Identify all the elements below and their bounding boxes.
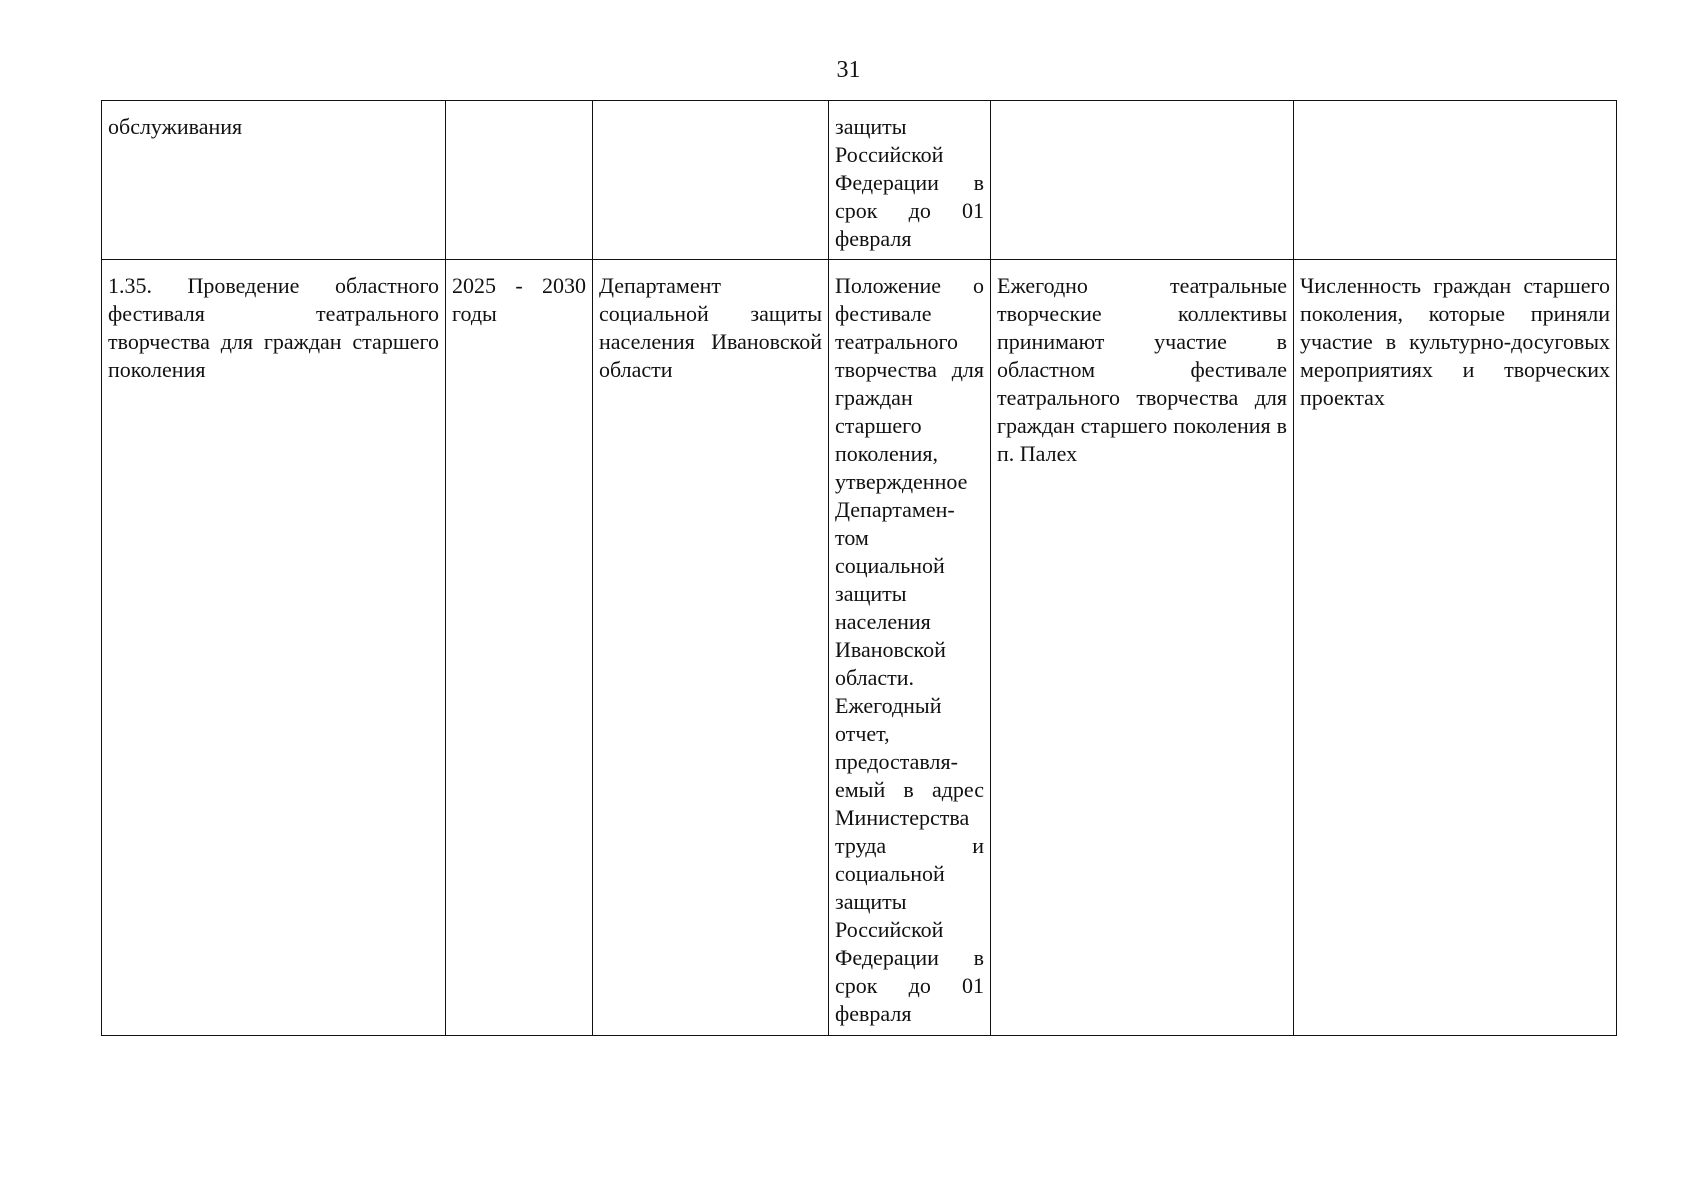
table-cell-result [991,101,1294,260]
table-row [102,260,1617,1036]
table-cell-document: Положение о фестивале театрального творчества для граждан старшего поколения, утвержденное Департамен-том социальной защиты населения Ивановской области. Ежегодный отчет, предоставля-емый в адрес Министерства труда и социальной защиты Российской Федерации в срок до 01 февраля [829,260,991,1036]
table-cell-indicator: Численность граждан старшего поколения, которые приняли участие в культурно-досуговых мероприятиях и творческих проектах [1294,260,1617,1036]
table-cell-period [446,101,593,260]
table-cell-indicator [1294,101,1617,260]
page-number: 31 [836,57,861,83]
table-cell-executor: Департамент социальной защиты населения Ивановской области [593,260,829,1036]
table-cell-document: защиты Российской Федерации в срок до 01 февраля [829,101,991,260]
table-row [102,101,1617,260]
table-cell-measure: обслуживания [102,101,446,260]
table-cell-executor [593,101,829,260]
table-cell-measure: 1.35. Проведение областного фестиваля театрального творчества для граждан старшего поколения [102,260,446,1036]
table-cell-result: Ежегодно театральные творческие коллективы принимают участие в областном фестивале театрального творчества для граждан старшего поколения в п. Палех [991,260,1294,1036]
table-cell-period: 2025 - 2030 годы [446,260,593,1036]
measures-table [101,100,1617,1036]
